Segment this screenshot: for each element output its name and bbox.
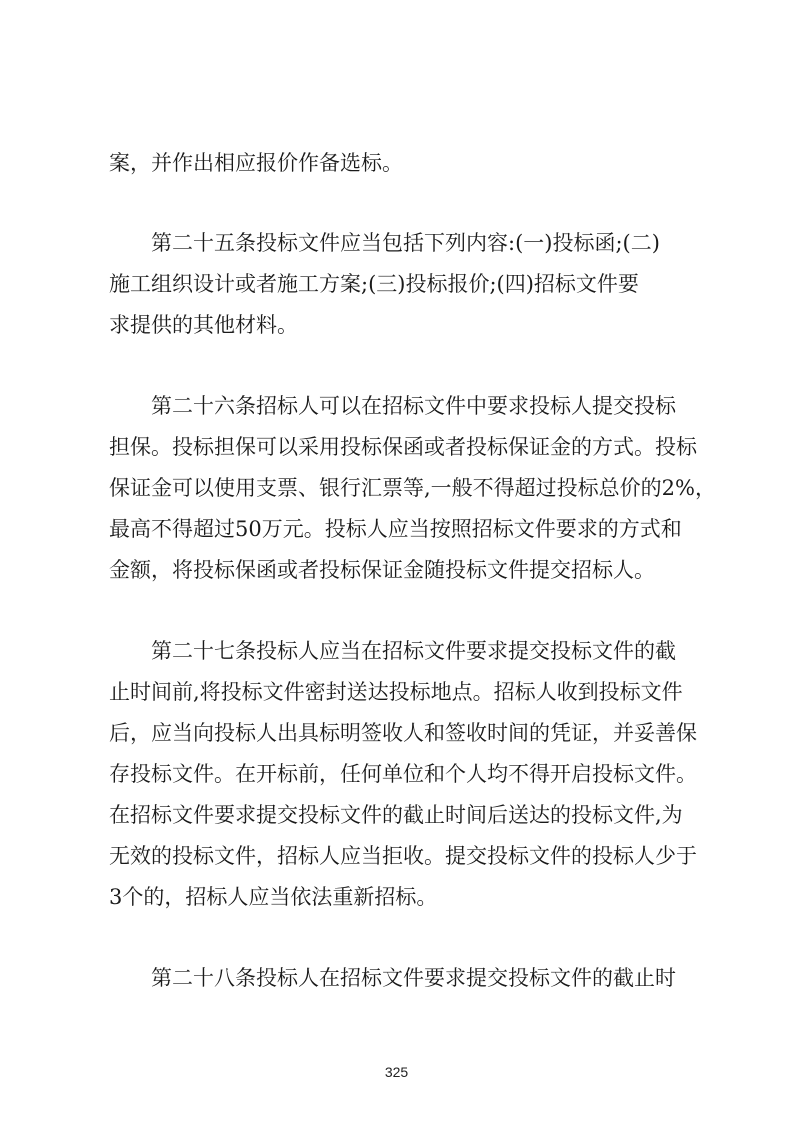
text-line: 无效的投标文件，招标人应当拒收。提交投标文件的投标人少于 (109, 844, 697, 868)
text-line: 最高不得超过50万元。投标人应当按照招标文件要求的方式和 (109, 517, 682, 541)
text-line: 在招标文件要求提交投标文件的截止时间后送达的投标文件,为 (109, 803, 683, 827)
text-line: 案，并作出相应报价作备选标。 (109, 151, 403, 175)
text-line: 止时间前,将投标文件密封送达投标地点。招标人收到投标文件 (109, 680, 683, 704)
text-line: 求提供的其他材料。 (109, 313, 298, 337)
text-line: 金额，将投标保函或者投标保证金随投标文件提交招标人。 (109, 558, 655, 582)
text-line: 保证金可以使用支票、银行汇票等,一般不得超过投标总价的2%， (109, 476, 716, 500)
text-line: 第二十五条投标文件应当包括下列内容:(一)投标函;(二) (151, 231, 660, 255)
text-line: 第二十七条投标人应当在招标文件要求提交投标文件的截 (151, 639, 676, 663)
text-line: 存投标文件。在开标前，任何单位和个人均不得开启投标文件。 (109, 762, 697, 786)
text-line: 第二十八条投标人在招标文件要求提交投标文件的截止时 (151, 966, 676, 990)
text-line: 后，应当向投标人出具标明签收人和签收时间的凭证，并妥善保 (109, 721, 697, 745)
page-number: 325 (384, 1064, 409, 1080)
text-line: 担保。投标担保可以采用投标保函或者投标保证金的方式。投标 (109, 435, 697, 459)
text-line: 3个的，招标人应当依法重新招标。 (109, 885, 438, 909)
text-line: 第二十六条招标人可以在招标文件中要求投标人提交投标 (151, 394, 676, 418)
text-line: 施工组织设计或者施工方案;(三)投标报价;(四)招标文件要 (109, 272, 639, 296)
